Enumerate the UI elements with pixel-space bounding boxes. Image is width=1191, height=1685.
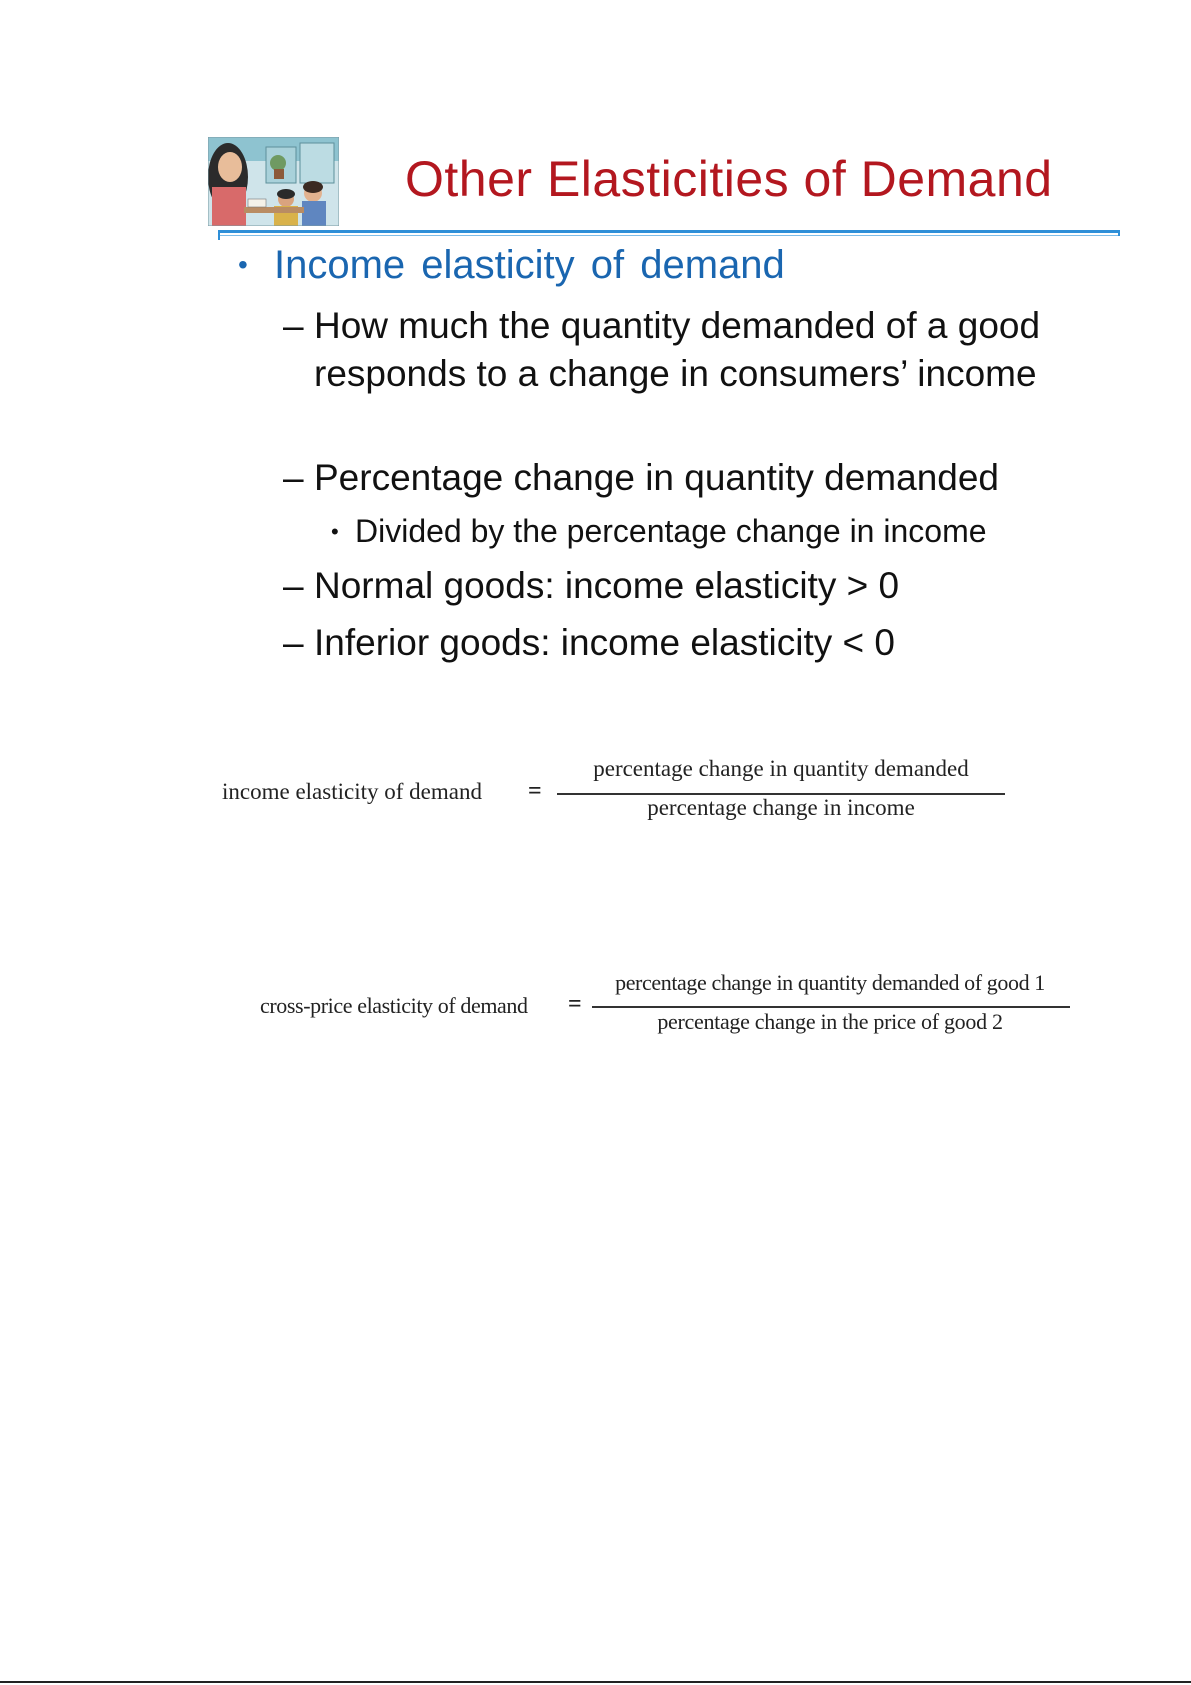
bullet-main	[238, 243, 785, 288]
bullet-sub-normal-goods-text: Normal goods: income elasticity > 0	[314, 565, 900, 606]
bullet-sub-percentage	[283, 454, 1114, 502]
formula-numerator: percentage change in quantity demanded	[593, 756, 969, 781]
dash-icon: –	[283, 622, 304, 663]
fraction-bar	[592, 1006, 1070, 1008]
page-bottom-rule	[0, 1681, 1191, 1683]
bullet-dot-icon: •	[238, 249, 248, 280]
slide-title: Other Elasticities of Demand	[405, 151, 1053, 207]
bullet-detail-text: Divided by the percentage change in income	[355, 513, 987, 549]
bullet-main-text: Income elasticity of demand	[274, 243, 785, 287]
formula-denominator: percentage change in the price of good 2	[657, 1009, 1003, 1034]
formula-lhs: income elasticity of demand	[222, 779, 482, 804]
formula-lhs: cross-price elasticity of demand	[260, 993, 528, 1018]
classroom-illustration-image	[208, 137, 339, 226]
bullet-sub-inferior-goods	[283, 619, 1114, 667]
formula-numerator: percentage change in quantity demanded of good 1	[615, 970, 1045, 995]
title-divider-rule	[218, 228, 1120, 240]
bullet-dot-icon: •	[331, 519, 339, 544]
formula-denominator: percentage change in income	[647, 795, 915, 820]
formula-equals-sign: =	[528, 778, 542, 804]
bullet-sub-definition-text: How much the quantity demanded of a good responds to a change in consumers’ income	[314, 305, 1041, 394]
bullet-sub-definition	[283, 302, 1114, 398]
bullet-sub-inferior-goods-text: Inferior goods: income elasticity < 0	[314, 622, 895, 663]
dash-icon: –	[283, 565, 304, 606]
bullet-detail	[331, 513, 987, 550]
formula-equals-sign: =	[568, 991, 582, 1017]
dash-icon: –	[283, 457, 304, 498]
bullet-sub-percentage-text: Percentage change in quantity demanded	[314, 457, 1000, 498]
dash-icon: –	[283, 305, 304, 346]
bullet-sub-normal-goods	[283, 562, 1114, 610]
